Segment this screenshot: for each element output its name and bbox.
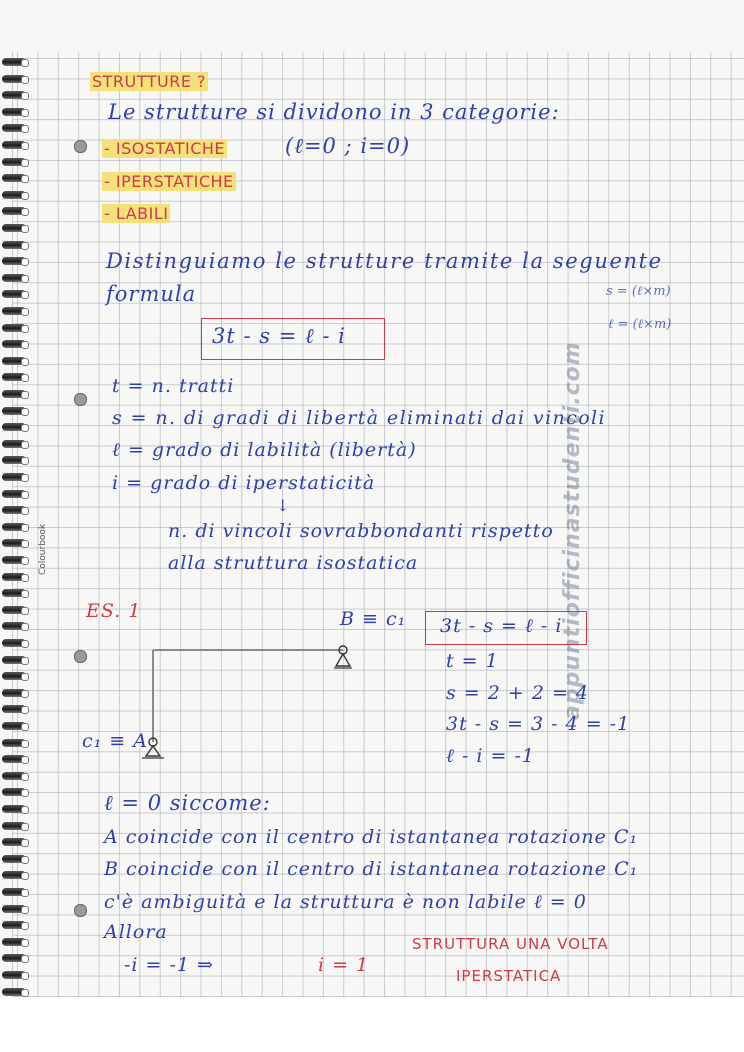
example-step: ℓ - i = -1 — [446, 745, 535, 767]
definition-i-note-1: n. di vincoli sovrabbondanti rispetto — [168, 520, 554, 542]
definition-l: ℓ = grado di labilità (libertà) — [112, 439, 417, 461]
example-step: 3t - s = 3 - 4 = -1 — [446, 713, 631, 735]
spiral-ring — [2, 224, 26, 232]
conclusion-line: c'è ambiguità e la struttura è non labile ℓ = 0 — [104, 891, 587, 913]
spiral-ring — [2, 772, 26, 780]
punch-hole — [74, 140, 87, 153]
spiral-ring — [2, 888, 26, 896]
spiral-ring — [2, 58, 26, 66]
spiral-ring — [2, 373, 26, 381]
category-labile: - LABILI — [104, 204, 169, 223]
spiral-ring — [2, 855, 26, 863]
result-expression: -i = -1 ⇒ — [124, 954, 214, 976]
isostatic-condition: (ℓ=0 ; i=0) — [285, 134, 411, 158]
spiral-ring — [2, 589, 26, 597]
title — [90, 72, 208, 91]
label-b: B ≡ c₁ — [340, 608, 407, 630]
side-note-l: ℓ = (ℓ×m) — [608, 317, 672, 332]
title-highlight: STRUTTURE ? — [92, 72, 207, 91]
example-step: t = 1 — [446, 650, 499, 672]
spiral-ring — [2, 921, 26, 929]
spiral-ring — [2, 158, 26, 166]
definition-i: i = grado di iperstaticità — [112, 472, 376, 494]
definition-t: t = n. tratti — [112, 375, 235, 397]
spiral-ring — [2, 689, 26, 697]
conclusion-line: A coincide con il centro di istantanea rotazione C₁ — [104, 826, 638, 848]
spiral-ring — [2, 656, 26, 664]
formula-main: 3t - s = ℓ - i — [212, 324, 346, 348]
spiral-ring — [2, 290, 26, 298]
spiral-ring — [2, 440, 26, 448]
spiral-ring — [2, 390, 26, 398]
spiral-binding — [0, 52, 28, 997]
spiral-ring — [2, 672, 26, 680]
spiral-ring — [2, 755, 26, 763]
spiral-ring — [2, 108, 26, 116]
punch-hole — [74, 393, 87, 406]
spiral-ring — [2, 473, 26, 481]
spiral-ring — [2, 324, 26, 332]
category-isostatic: - ISOSTATICHE — [104, 139, 226, 158]
intro-text: Le strutture si dividono in 3 categorie: — [108, 100, 560, 124]
spiral-ring — [2, 539, 26, 547]
spiral-ring — [2, 241, 26, 249]
spiral-ring — [2, 905, 26, 913]
spiral-ring — [2, 954, 26, 962]
watermark: appuntiofficinastudenti.com — [560, 341, 585, 720]
side-note-s: s = (ℓ×m) — [606, 284, 671, 299]
distinguish-line-1: Distinguiamo le strutture tramite la seguente — [106, 249, 663, 273]
spiral-ring — [2, 207, 26, 215]
spiral-ring — [2, 91, 26, 99]
label-a: c₁ ≡ A — [82, 730, 148, 752]
spiral-ring — [2, 124, 26, 132]
result-note-1: STRUTTURA UNA VOLTA — [412, 935, 609, 953]
spiral-ring — [2, 639, 26, 647]
spiral-ring — [2, 805, 26, 813]
distinguish-line-2: formula — [106, 282, 197, 306]
spiral-ring — [2, 75, 26, 83]
spiral-ring — [2, 490, 26, 498]
result-value: i = 1 — [318, 954, 370, 976]
spiral-ring — [2, 506, 26, 514]
spiral-ring — [2, 456, 26, 464]
spiral-ring — [2, 274, 26, 282]
example-label: ES. 1 — [86, 600, 142, 622]
definition-i-note-2: alla struttura isostatica — [168, 552, 419, 574]
spiral-ring — [2, 938, 26, 946]
spiral-ring — [2, 357, 26, 365]
example-formula: 3t - s = ℓ - i — [440, 615, 563, 637]
spiral-ring — [2, 722, 26, 730]
spiral-ring — [2, 988, 26, 996]
category-hyperstatic: - IPERSTATICHE — [104, 172, 234, 191]
spiral-ring — [2, 971, 26, 979]
spiral-ring — [2, 838, 26, 846]
spiral-ring — [2, 523, 26, 531]
spiral-ring — [2, 573, 26, 581]
spiral-ring — [2, 606, 26, 614]
spiral-ring — [2, 871, 26, 879]
punch-hole — [74, 904, 87, 917]
spiral-ring — [2, 407, 26, 415]
spiral-ring — [2, 174, 26, 182]
spiral-ring — [2, 705, 26, 713]
spiral-ring — [2, 141, 26, 149]
spiral-ring — [2, 622, 26, 630]
spiral-ring — [2, 739, 26, 747]
brand-label: Colourbook — [38, 523, 48, 575]
conclusion-line: Allora — [104, 921, 168, 943]
spiral-ring — [2, 257, 26, 265]
spiral-ring — [2, 423, 26, 431]
spiral-ring — [2, 556, 26, 564]
result-note-2: IPERSTATICA — [456, 967, 562, 985]
spiral-ring — [2, 340, 26, 348]
definition-s: s = n. di gradi di libertà eliminati dai vincoli — [112, 407, 607, 429]
example-step: s = 2 + 2 = 4 — [446, 682, 590, 704]
spiral-ring — [2, 788, 26, 796]
spiral-ring — [2, 191, 26, 199]
conclusion-line: B coincide con il centro di istantanea rotazione C₁ — [104, 858, 639, 880]
spiral-ring — [2, 822, 26, 830]
spiral-ring — [2, 307, 26, 315]
page-bottom-margin — [0, 997, 744, 1052]
conclusion-head: ℓ = 0 siccome: — [104, 791, 271, 815]
arrow-down-icon: ↓ — [276, 496, 291, 515]
